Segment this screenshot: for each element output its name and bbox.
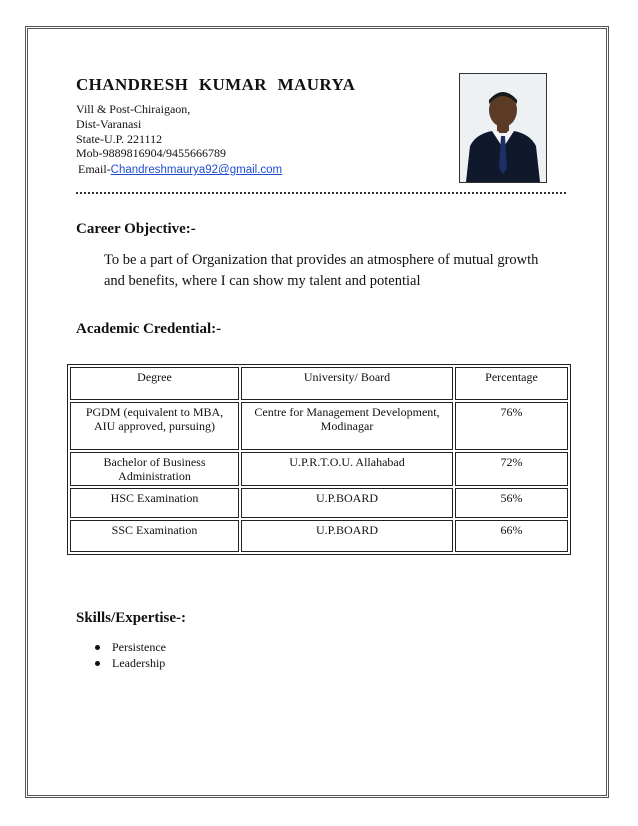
candidate-name: CHANDRESH KUMAR MAURYA (76, 75, 356, 94)
list-item (95, 656, 166, 672)
column-header: Percentage (455, 367, 568, 400)
table-row (70, 402, 568, 450)
address-line: Dist-Varanasi (76, 116, 142, 131)
table-header-row (70, 367, 568, 400)
table-cell: PGDM (equivalent to MBA, AIU approved, pursuing) (70, 402, 239, 450)
list-item (95, 640, 166, 656)
table-cell: U.P.BOARD (241, 520, 453, 552)
table-row (70, 452, 568, 486)
table-cell: HSC Examination (70, 488, 239, 518)
table-row (70, 520, 568, 552)
academic-table (67, 364, 571, 555)
email-line (76, 162, 282, 178)
email-link[interactable]: Chandreshmaurya92@gmail.com (110, 164, 283, 177)
table-cell: 72% (455, 452, 568, 486)
table-cell: 56% (455, 488, 568, 518)
column-header: University/ Board (241, 367, 453, 400)
table-cell: U.P.BOARD (241, 488, 453, 518)
bullet-icon (95, 645, 100, 650)
table-cell: Bachelor of Business Administration (70, 452, 239, 486)
address-line: State-U.P. 221112 (76, 131, 163, 146)
contact-block (76, 102, 282, 178)
academic-credential-heading: Academic Credential:- (76, 321, 222, 337)
column-header: Degree (70, 367, 239, 400)
header-divider (76, 192, 566, 194)
table-cell: U.P.R.T.O.U. Allahabad (241, 452, 453, 486)
skills-heading: Skills/Expertise-: (76, 610, 187, 626)
skill-label: Persistence (112, 640, 166, 654)
career-objective-text: To be a part of Organization that provides an atmosphere of mutual growth and benefits, where I can show my talent and potential (104, 252, 539, 289)
bullet-icon (95, 661, 100, 666)
table-cell: SSC Examination (70, 520, 239, 552)
email-label: Email- (78, 162, 111, 177)
table-cell: 76% (455, 402, 568, 450)
profile-photo (459, 73, 547, 183)
table-row (70, 488, 568, 518)
address-line: Vill & Post-Chiraigaon, (76, 102, 191, 116)
table-cell: Centre for Management Development, Modinagar (241, 402, 453, 450)
career-objective-heading: Career Objective:- (76, 221, 196, 237)
table-cell: 66% (455, 520, 568, 552)
phone-line: Mob-9889816904/9455666789 (76, 146, 226, 161)
person-portrait-icon (460, 74, 546, 182)
skill-label: Leadership (112, 655, 166, 670)
skills-list (95, 640, 166, 671)
